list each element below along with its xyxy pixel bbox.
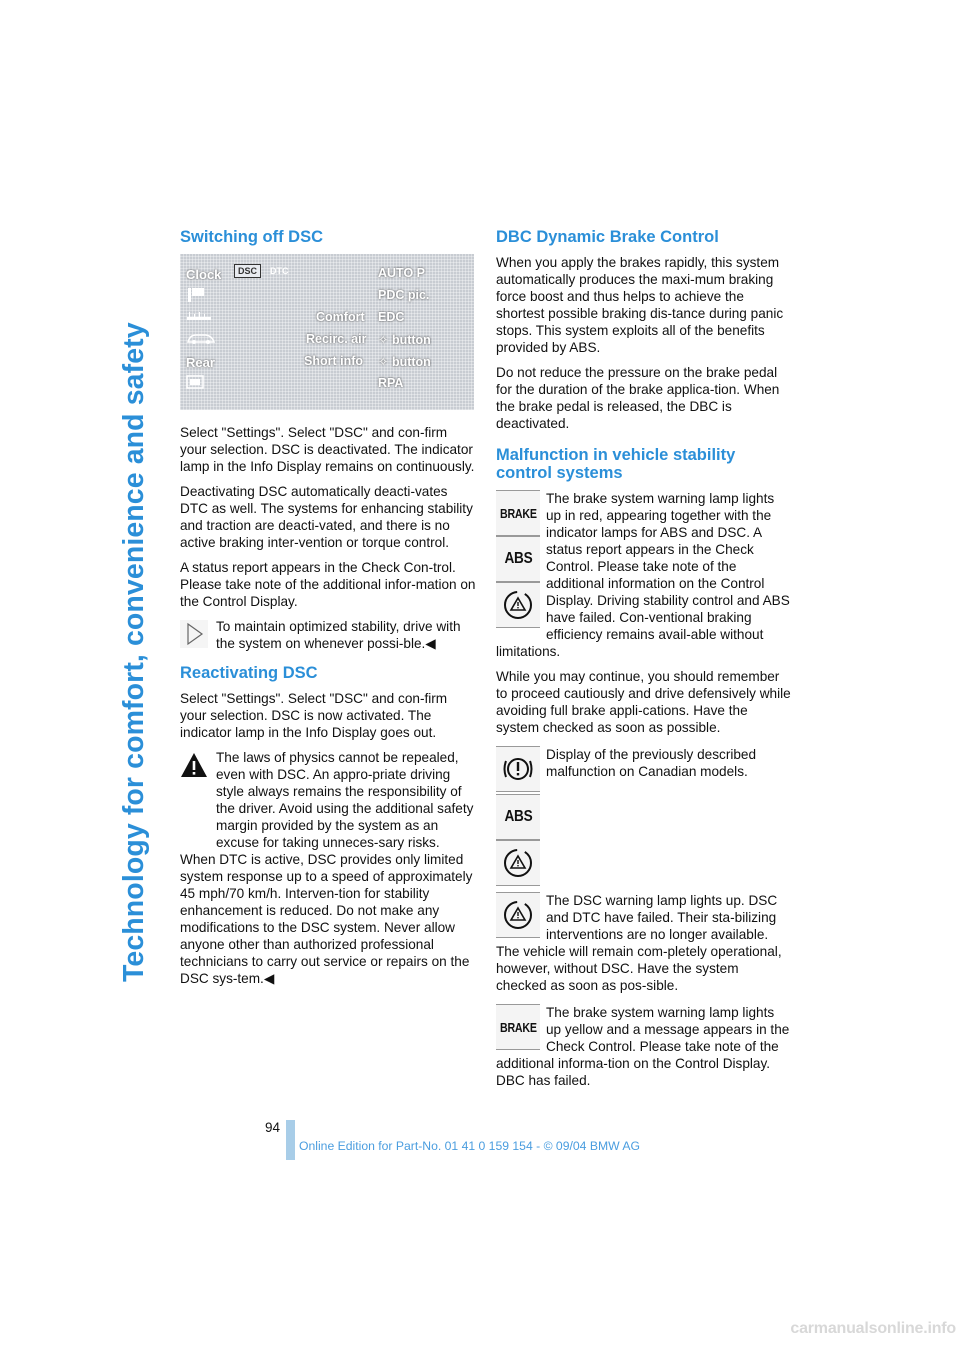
display-tab-dtc: DTC: [270, 266, 289, 276]
page-number: 94: [265, 1120, 281, 1135]
brake-lamp-icon: BRAKE: [496, 490, 540, 536]
heading-reactivating-dsc: Reactivating DSC: [180, 664, 318, 682]
paragraph: Display of the previously described malfunction on Canadian models.: [546, 747, 757, 779]
right-column: [496, 228, 792, 1097]
note-arrow-icon: [180, 620, 208, 648]
display-row-3-left: Comfort: [316, 310, 365, 324]
paragraph: Select "Settings". Select "DSC" and con-firm your selection. DSC is now activated. The indicator lamp in the Info Display goes out.: [180, 691, 448, 740]
heading-switching-off-dsc: Switching off DSC: [180, 228, 323, 246]
display-row-5-left: Short info: [304, 354, 364, 368]
paragraph: Do not reduce the pressure on the brake pedal for the duration of the brake applica-tion. When the brake pedal is released, the DBC is deactivated.: [496, 365, 780, 431]
paragraph: Deactivating DSC automatically deacti-vates DTC as well. The systems for enhancing stability and traction are deacti-vated, and there is no active braking inter-vention or torque control.: [180, 484, 473, 550]
warning-text: The laws of physics cannot be repealed, even with DSC. An appro-priate driving style always remains the responsibility of the driver. Avoid using the additional safety margin provided by the system as an excuse for taking unneces-sary risks.: [216, 750, 474, 850]
dsc-lamp-icon-2: [496, 840, 540, 886]
dsc-warning-lamp-icon: [496, 892, 540, 938]
brake-lamp-group: [496, 1004, 540, 1050]
brake-exclamation-lamp-icon: [496, 746, 540, 792]
note-text: To maintain optimized stability, drive with the system on whenever possi-ble.◀: [216, 619, 461, 651]
brake-yellow-lamp-icon: BRAKE: [496, 1004, 540, 1050]
chapter-title: Technology for comfort, convenience and safety: [118, 322, 150, 982]
menu-screen-icon: [186, 374, 232, 396]
display-row-4-left: Recirc. air: [306, 332, 367, 346]
heading-dbc: DBC Dynamic Brake Control: [496, 228, 719, 246]
paragraph: When you apply the brakes rapidly, this system automatically produces the maxi-mum braking force boost and thus helps to achieve the shortest possible braking dis-tance during panic stops. This system exploits all of the benefits provided by ABS.: [496, 255, 784, 355]
warning-continuation: When DTC is active, DSC provides only limited system response up to a speed of approximately 45 mph/70 km/h. Interven-tion for stability enhancement is reduced. Do not make any modifications to the DSC system. Never allow anyone other than authorized professional technicians to carry out service or repairs on the DSC sys-tem.◀: [180, 852, 473, 986]
dsc-failed-block: [496, 892, 792, 1002]
menu-ruler-icon: [186, 308, 232, 330]
canadian-block: [496, 746, 792, 886]
menu-rear: Rear: [186, 355, 215, 370]
paragraph: The DSC warning lamp lights up. DSC and DTC have failed. Their sta-bilizing interventions are no longer available. The vehicle will remain com-pletely operational, however, without DSC. Have the system checked as soon as pos-sible.: [496, 893, 782, 993]
heading-malfunction: Malfunction in vehicle stability control systems: [496, 446, 736, 482]
dbc-failed-block: [496, 1004, 792, 1097]
left-column: [180, 228, 476, 995]
display-tab-dsc: DSC: [234, 264, 261, 278]
dsc-lamp-icon: [496, 582, 540, 628]
watermark: carmanualsonline.info: [790, 1320, 956, 1337]
paragraph: The brake system warning lamp lights up in red, appearing together with the indicator lamps for ABS and DSC. A status report appears in the Check Control. Please take note of the additional information on the Control Display. Driving stability control and ABS have failed. Con-ventional braking efficiency remains avail-able without limitations.: [496, 491, 790, 659]
display-row-3-right: EDC: [378, 310, 405, 324]
paragraph: The brake system warning lamp lights up yellow and a message appears in the Check Control. Please take note of the additional informa-tion on the Control Display. DBC has failed.: [496, 1005, 790, 1088]
display-row-2-right: PDC pic.: [378, 288, 430, 302]
display-row-4-right: ✧ button: [378, 333, 431, 347]
display-menu: [186, 264, 232, 396]
note-block: [180, 618, 476, 652]
paragraph: While you may continue, you should remember to proceed cautiously and drive defensively while avoiding full brake appli-cations. Have the system checked as soon as possible.: [496, 669, 791, 735]
canadian-lamp-group: [496, 746, 540, 886]
lamp-group: [496, 490, 540, 628]
abs-lamp-icon-2: ABS: [496, 794, 540, 840]
warning-triangle-icon: [180, 751, 208, 779]
display-row-6-right: RPA: [378, 376, 404, 390]
control-display-image: [180, 254, 474, 410]
abs-lamp-icon: ABS: [496, 536, 540, 582]
menu-clock: Clock: [186, 267, 222, 282]
menu-car-icon: [186, 330, 232, 352]
display-row-5-right: ✧ button: [378, 355, 431, 369]
malfunction-block-1: [496, 490, 792, 668]
paragraph: A status report appears in the Check Con-trol. Please take note of the additional infor-mation on the Control Display.: [180, 560, 476, 609]
paragraph: Select "Settings". Select "DSC" and con-firm your selection. DSC is deactivated. The indicator lamp in the Info Display remains on continuously.: [180, 425, 475, 474]
display-row-1-right: AUTO P: [378, 266, 425, 280]
dsc-lamp-group: [496, 892, 540, 938]
menu-nav-icon: [186, 286, 232, 308]
footer-bar: [286, 1120, 295, 1160]
sidebar: [100, 228, 160, 988]
warning-block: [180, 749, 476, 851]
footer-edition: Online Edition for Part-No. 01 41 0 159 154 - © 09/04 BMW AG: [299, 1139, 640, 1153]
